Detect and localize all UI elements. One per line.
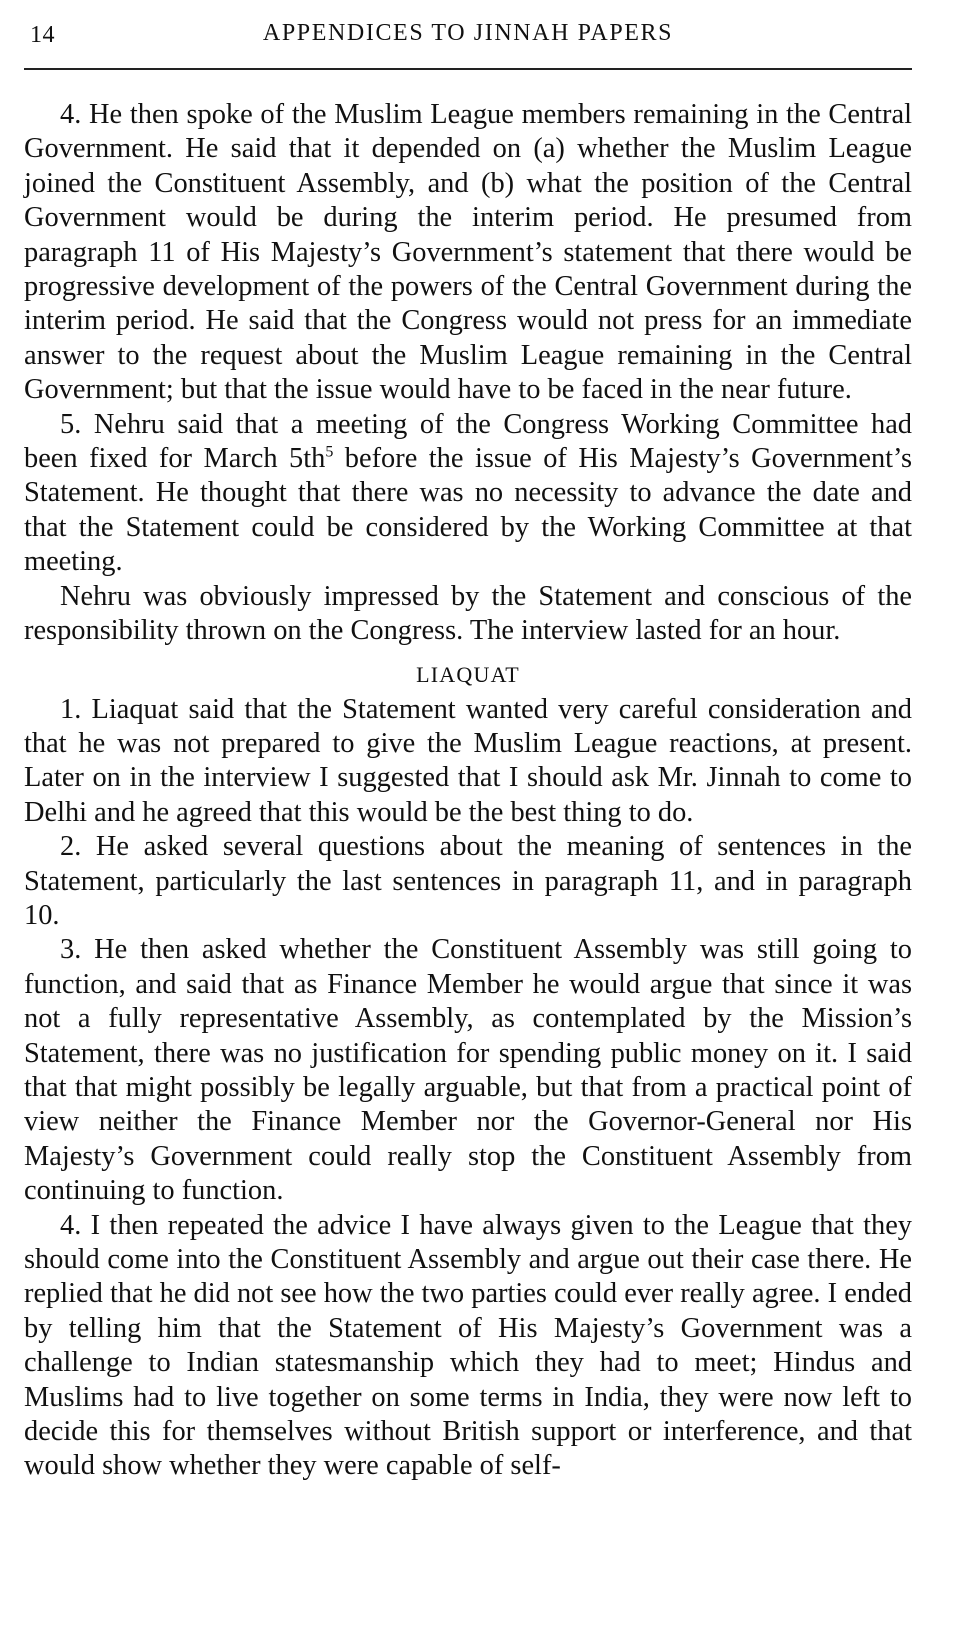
paragraph-liaquat-2: 2. He asked several questions about the meaning of sentences in the Statement, particularly the last sentences in paragraph 11, and in paragraph 10. xyxy=(24,831,912,931)
paragraph-nehru-5-rest: before the issue of His Majesty’s Government’s Statement. He thought that there was no necessity to advance the date and that the Statement could be considered by the Working Committee at that meeting. xyxy=(24,443,912,578)
running-head-title: APPENDICES TO JINNAH PAPERS xyxy=(262,20,674,46)
paragraph-nehru-4: 4. He then spoke of the Muslim League members remaining in the Central Government. He said that it depended on (a) whether the Muslim League joined the Constituent Assembly, and (b) what the position of the Central Government would be during the interim period. He presumed from paragraph 11 of His Majesty’s Government’s statement that there would be progressive development of the powers of the Central Government during the interim period. He said that the Congress would not press for an immediate answer to the request about the Muslim League remaining in the Central Government; but that the issue would have to be faced in the near future. xyxy=(24,99,912,406)
paragraph-nehru-5 xyxy=(24,408,912,580)
footnote-marker: 5 xyxy=(325,443,334,461)
section-heading-liaquat: LIAQUAT xyxy=(416,661,520,687)
paragraph-liaquat-3: 3. He then asked whether the Constituent Assembly was still going to function, and said that as Finance Member he would argue that since it was not a fully representative Assembly, as contemplated by the Mission’s Statement, there was no justification for spending public money on it. I said that that might possibly be legally arguable, but that from a practical point of view neither the Finance Member nor the Governor-General nor His Majesty’s Government could really stop the Constituent Assembly from continuing to function. xyxy=(24,934,912,1207)
running-head xyxy=(24,18,912,52)
document-page xyxy=(24,0,912,1640)
page-number: 14 xyxy=(30,22,55,48)
paragraph-nehru-summary: Nehru was obviously impressed by the Statement and conscious of the responsibility thrown on the Congress. The interview lasted for an hour. xyxy=(24,580,912,647)
paragraph-liaquat-4: 4. I then repeated the advice I have always given to the League that they should come into the Constituent Assembly and argue out their case there. He replied that he did not see how the two parties could ever really agree. I ended by telling him that the Statement of His Majesty’s Government was a challenge to Indian statesmanship which they had to meet; Hindus and Muslims had to live together on some terms in India, they were now left to decide this for themselves without British support or interference, and that would show whether they were capable of self- xyxy=(24,1209,912,1482)
paragraph-liaquat-1: 1. Liaquat said that the Statement wanted very careful consideration and that he was not prepared to give the Muslim League reactions, at present. Later on in the interview I suggested that I should ask Mr. Jinnah to come to Delhi and he agreed that this would be the best thing to do. xyxy=(24,693,912,828)
header-rule xyxy=(24,68,912,70)
body-text xyxy=(24,98,912,1484)
paragraph-nehru-5-start: 5. Nehru said that a meeting of the Congress Working Committee had been fixed for March 5th xyxy=(24,408,912,475)
